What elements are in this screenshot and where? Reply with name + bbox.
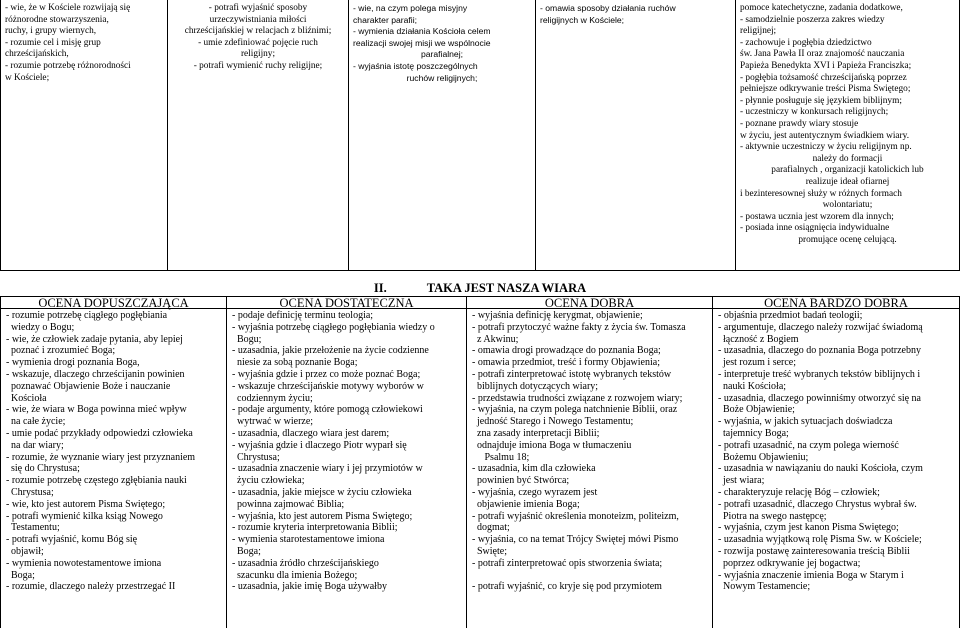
continued-requirements-table [0,0,960,272]
text-line: i bezinteresownej służy w różnych formach [740,188,902,199]
text-line: św. Jana Pawła II oraz znajomość nauczania [740,49,905,60]
text-line: - uzasadnia, dlaczego powinniśmy otworzyć się na [718,392,921,404]
text-line: - wyjaśnia znaczenie imienia Boga w Starym i [718,569,904,581]
text-line: tajemnicy Boga; [718,427,789,439]
section-number: II. [373,281,387,295]
text-line: - uzasadnia, jakie imię Boga używałby [232,581,387,593]
header-dostateczna: OCENA DOSTATECZNA [227,296,467,309]
text-line: - argumentuje, dlaczego należy rozwijać świadomą [718,321,923,333]
text-line: - podaje definicję terminu teologia; [232,310,374,321]
text-line: wiedzy o Bogu; [6,321,75,333]
text-line: niesie za sobą poznanie Boga; [232,357,358,369]
text-line: szacunku dla imienia Bożego; [232,569,358,581]
text-line: - rozumie, dlaczego należy przestrzegać II [6,581,176,593]
text-line: chrześcijańskich, [5,49,69,60]
text-line: - omawia przedmiot, treść i formy Objawienia; [472,357,660,369]
top-column-1 [0,0,168,271]
text-line: - wyjaśnia potrzebę ciągłego pogłębiania wiedzy o [232,321,435,333]
text-line: biblijnych dotyczących wiary; [472,380,599,392]
text-line: - wymienia starotestamentowe imiona [232,534,385,546]
text-line: - uzasadnia wyjątkową rolę Pisma Św. w Kościele; [718,534,922,546]
text-line: - potrafi zinterpretować opis stworzenia świata; [472,557,663,569]
grades-table [0,296,960,614]
text-line: - umie podać przykłady odpowiedzi człowieka [6,427,193,439]
text-line: dogmat; [472,522,510,534]
text-line: - rozwija postawę zainteresowania treścią Biblii [718,545,910,557]
text-line: realizuje ideał ofiarnej [805,176,890,187]
text-line: - potrafi wyjaśnić określenia monoteizm, politeizm, [472,510,679,522]
text-line: - wskazuje chrześcijańskie motywy wyborów w [232,380,424,392]
text-line: - omawia drogi prowadzące do poznania Boga; [472,345,661,357]
text-line: chrześcijańskiej w relacjach z bliźnimi; [184,26,332,37]
top-column-4 [536,0,736,271]
header-bardzo-dobra: OCENA BARDZO DOBRA [713,296,960,309]
header-dobra: OCENA DOBRA [467,296,713,309]
text-line: - interpretuje treść wybranych tekstów biblijnych i [718,368,921,380]
text-line: - wyjaśnia, kto jest autorem Pisma Świętego; [232,510,413,522]
text-line: realizacji swojej misji we wspólnocie [353,37,491,48]
text-line: - potrafi wymienić ruchy religijne; [193,60,323,71]
text-line: nauki Kościoła; [718,380,787,392]
text-line: Bogu; [232,333,262,345]
text-line: zna zasady interpretacji Biblii; [472,427,600,439]
text-line: Chrystusa; [6,486,54,498]
column-dobra [467,308,713,628]
text-line: Piotra na swego następcę; [718,510,827,522]
text-line: - samodzielnie poszerza zakres wiedzy [740,14,885,25]
text-line: poznać i zrozumieć Boga; [6,345,116,357]
text-line: należy do formacji [812,153,883,164]
text-line: - potrafi wymienić kilka ksiąg Nowego [6,510,163,522]
text-line: odnajduje imiona Boga w tłumaczeniu [472,439,632,451]
text-line: - wie, że w Kościele rozwijają się [5,3,131,13]
text-line: - pogłębia tożsamość chrześcijańską poprzez [740,72,907,83]
text-line: - potrafi wyjaśnić, co kryje się pod przymiotem [472,581,662,593]
text-line: ruchy, i grupy wiernych, [5,26,97,37]
text-line: wytrwać w wierze; [232,416,314,428]
text-line: różnorodne stowarzyszenia, [5,14,109,25]
text-line: - wie, kto jest autorem Pisma Świętego; [6,498,166,510]
top-column-2 [168,0,349,271]
text-line: Nowym Testamencie; [718,581,811,593]
text-line: - wie, że człowiek zadaje pytania, aby lepiej [6,333,183,345]
text-line: Testamentu; [6,522,60,534]
text-line: powinien być Stwórca; [472,475,570,487]
text-line: poznawać Objawienie Boże i nauczanie [6,380,171,392]
text-line: - uzasadnia, jakie miejsce w życiu człowieka [232,486,412,498]
text-line: - rozumie potrzebę ciągłego pogłębiania [6,310,168,321]
text-line: - wymienia drogi poznania Boga, [6,357,140,369]
text-line: Boga; [232,545,261,557]
text-line: - przedstawia trudności związane z rozwojem wiary; [472,392,683,404]
text-line: - wymienia nowotestamentowe imiona [6,557,162,569]
text-line: promujące ocenę celującą. [798,234,897,245]
text-line: - wyjaśnia definicję kerygmat, objawienie; [472,310,643,321]
text-line: codziennym życiu; [232,392,313,404]
column-dopuszczajaca [0,308,227,628]
text-line: jest rozum i serce; [718,357,797,369]
text-line: z Akwinu; [472,333,519,345]
text-line: się do Chrystusa; [6,463,80,475]
section-title [0,281,960,295]
text-line: - wyjaśnia, czym jest kanon Pisma Świętego; [718,522,899,534]
text-line: Boga; [6,569,35,581]
text-line: - wyjaśnia istotę poszczególnych [353,60,478,71]
text-line: Bożemu Objawieniu; [718,451,809,463]
text-line: religijnej; [740,26,777,37]
column-bardzo-dobra [713,308,960,628]
text-line: - podaje argumenty, które pomogą człowiekowi [232,404,423,416]
text-line: - uzasadnia, dlaczego do poznania Boga potrzebny [718,345,921,357]
text-line: na dar wiary; [6,439,64,451]
text-line: - omawia sposoby działania ruchów [540,3,676,13]
text-line: - zachowuje i pogłębia dziedzictwo [740,37,872,48]
text-line: - wymienia działania Kościoła celem [353,26,491,37]
text-line: - rozumie potrzebę różnorodności [5,60,131,71]
text-line: - uczestniczy w konkursach religijnych; [740,107,889,118]
text-line [472,570,707,582]
text-line: - charakteryzuje relację Bóg – człowiek; [718,486,880,498]
header-dopuszczajaca: OCENA DOPUSZCZAJĄCA [0,296,227,309]
text-line: - uzasadnia w nawiązaniu do nauki Kościoła, czym [718,463,923,475]
text-line: pomoce katechetyczne, zadania dodatkowe, [740,3,903,13]
text-line: - objaśnia przedmiot badań teologii; [718,310,863,321]
text-line: jedność Starego i Nowego Testamentu; [472,416,634,428]
text-line: religijnych w Kościele; [540,14,625,25]
text-line: - wie, na czym polega misyjny [353,3,468,13]
text-line: - uzasadnia, dlaczego wiara jest darem; [232,427,390,439]
text-line: - wyjaśnia, czego wyrazem jest [472,486,598,498]
text-line: - wie, że wiara w Boga powinna mieć wpływ [6,404,187,416]
column-dostateczna [227,308,467,628]
text-line: - umie zdefiniować pojęcie ruch [198,37,318,48]
text-line: poprzez odkrywanie jej bogactwa; [718,557,861,569]
text-line: objawienie imienia Boga; [472,498,580,510]
text-line: - postawa ucznia jest wzorem dla innych; [740,211,894,222]
text-line: - potrafi uzasadnić, dlaczego Chrystus wybrał św. [718,498,917,510]
text-line: - wskazuje, dlaczego chrześcijanin powinien [6,368,185,380]
top-column-5 [736,0,960,271]
text-line: - rozumie potrzebę częstego zgłębiania nauki [6,475,187,487]
text-line: życiu człowieka; [232,475,305,487]
text-line: Chrystusa; [232,451,280,463]
text-line: - posiada inne osiągnięcia indywidualne [740,223,890,234]
text-line: - potrafi przytoczyć ważne fakty z życia św. Tomasza [472,321,686,333]
text-line: jest wiara; [718,475,765,487]
text-line: na całe życie; [6,416,66,428]
text-line: w Kościele; [5,72,50,83]
text-line: w życiu, jest autentycznym świadkiem wiary. [740,130,910,141]
text-line: - wyjaśnia gdzie i dlaczego Piotr wyparł się [232,439,407,451]
text-line: Boże Objawienie; [718,404,795,416]
text-line: - uzasadnia, jakie przełożenie na życie codzienne [232,345,429,357]
text-line: Papieża Benedykta XVI i Papieża Franciszka; [740,60,912,71]
text-line: Psalmu 18; [472,451,530,463]
text-line: pełniejsze odkrywanie treści Pisma Świętego; [740,84,911,95]
text-line: objawił; [6,545,44,557]
text-line: - rozumie kryteria interpretowania Biblii; [232,522,398,534]
text-line: charakter parafii; [353,14,418,25]
text-line: - uzasadnia źródło chrześcijańskiego [232,557,379,569]
text-line: powinna zajmować Biblia; [232,498,345,510]
text-line: parafialnych , organizacji katolickich lub [771,165,924,176]
text-line: łączność z Bogiem [718,333,799,345]
text-line: - rozumie cel i misję grup [5,37,101,48]
text-line: - potrafi zinterpretować istotę wybranych tekstów [472,368,672,380]
text-line: - uzasadnia znaczenie wiary i jej przymiotów w [232,463,423,475]
text-line: parafialnej; [420,49,464,60]
text-line: - wyjaśnia gdzie i przez co może poznać Boga; [232,368,421,380]
text-line: - uzasadnia, kim dla człowieka [472,463,596,475]
text-line: - wyjaśnia, w jakich sytuacjach doświadcza [718,416,893,428]
text-line: - potrafi wyjaśnić sposoby [208,3,308,13]
text-line: urzeczywistniania miłości [209,14,307,25]
text-line: - rozumie, że wyznanie wiary jest przyznaniem [6,451,196,463]
text-line: ruchów religijnych; [406,72,478,83]
section-name: TAKA JEST NASZA WIARA [426,281,587,295]
text-line: Święte; [472,545,507,557]
text-line: religijny; [240,49,276,60]
text-line: - wyjaśnia, na czym polega natchnienie Biblii, oraz [472,404,678,416]
text-line: - poznane prawdy wiary stosuje [740,118,859,129]
text-line: - płynnie posługuje się językiem biblijnym; [740,95,902,106]
top-column-3 [349,0,536,271]
text-line: - wyjaśnia, co na temat Trójcy Świętej mówi Pismo [472,534,679,546]
text-line: Kościoła [6,392,47,404]
text-line: - potrafi uzasadnić, na czym polega wierność [718,439,899,451]
text-line: - potrafi wyjaśnić, komu Bóg się [6,534,138,546]
text-line: - aktywnie uczestniczy w życiu religijnym np. [740,142,912,153]
text-line: wolontariatu; [822,200,873,211]
